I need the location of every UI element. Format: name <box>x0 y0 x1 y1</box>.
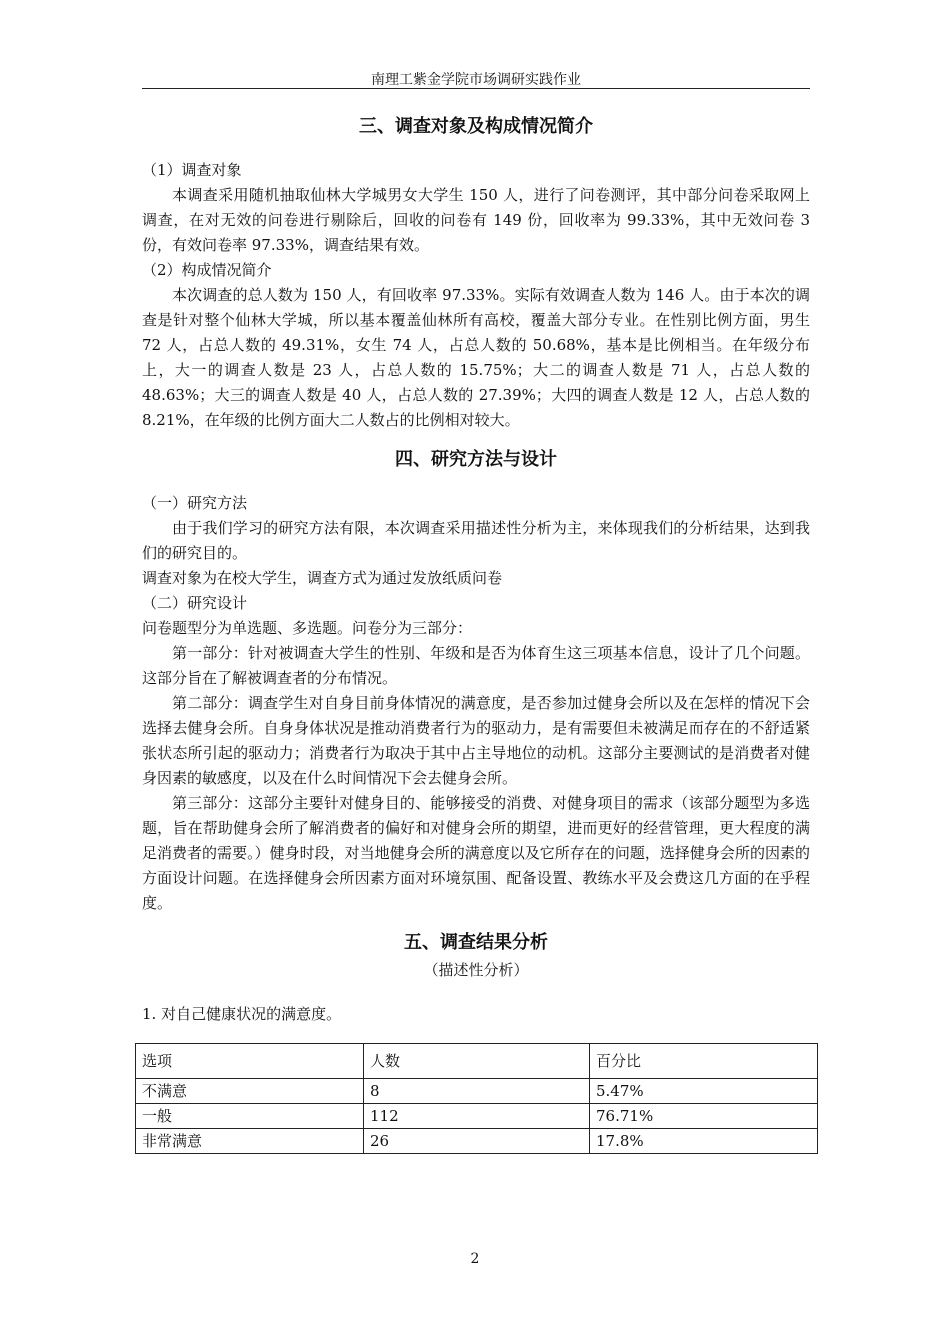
header-divider <box>142 88 810 89</box>
survey-subject-paragraph: 本调查采用随机抽取仙林大学城男女大学生 150 人，进行了问卷测评，其中部分问卷采取网上调查，在对无效的问卷进行剔除后，回收的问卷有 149 份，回收率为 99.33%，其中无效问卷 3 份，有效问卷率 97.33%，调查结果有效。 <box>142 186 810 254</box>
table-cell-percent: 76.71% <box>590 1104 818 1129</box>
part-two-paragraph: 第二部分：调查学生对自身目前身体情况的满意度，是否参加过健身会所以及在怎样的情况下会选择去健身会所。自身身体状况是推动消费者行为的驱动力，是有需要但未被满足而存在的不舒适紧张状态所引起的驱动力；消费者行为取决于其中占主导地位的动机。这部分主要测试的是消费者对健身因素的敏感度，以及在什么时间情况下会去健身会所。 <box>142 694 810 787</box>
satisfaction-table <box>135 1043 818 1154</box>
research-method-paragraph: 由于我们学习的研究方法有限，本次调查采用描述性分析为主，来体现我们的分析结果，达到我们的研究目的。 <box>142 519 810 562</box>
table-cell-count: 112 <box>364 1104 590 1129</box>
table-row <box>136 1104 818 1129</box>
composition-label: （2）构成情况简介 <box>142 261 272 279</box>
table-header-count: 人数 <box>364 1044 590 1079</box>
research-method-label: （一）研究方法 <box>142 494 248 512</box>
table-cell-count: 26 <box>364 1129 590 1154</box>
section-five-subtitle: （描述性分析） <box>423 961 529 979</box>
section-four-title: 四、研究方法与设计 <box>395 449 557 470</box>
table-cell-option: 一般 <box>136 1104 364 1129</box>
table-header-percent: 百分比 <box>590 1044 818 1079</box>
table-row <box>136 1079 818 1104</box>
table-row <box>136 1129 818 1154</box>
composition-paragraph: 本次调查的总人数为 150 人，有回收率 97.33%。实际有效调查人数为 146 人。由于本次的调查是针对整个仙林大学城，所以基本覆盖仙林所有高校，覆盖大部分专业。在性别比例方面，男生 72 人，占总人数的 49.31%，女生 74 人，占总人数的 50.68%，基本是比例相当。在年级分布上，大一的调查人数是 23 人，占总人数的 15.75%；大二的调查人数是 71 人，占总人数的 48.63%；大三的调查人数是 40 人，占总人数的 27.39%；大四的调查人数是 12 人，占总人数的 8.21%，在年级的比例方面大二人数占的比例相对较大。 <box>142 286 810 429</box>
question-one: 1. 对自己健康状况的满意度。 <box>142 1005 342 1023</box>
table-header-row <box>136 1044 818 1079</box>
document-body <box>142 112 810 1154</box>
questionnaire-structure-paragraph: 问卷题型分为单选题、多选题。问卷分为三部分： <box>142 619 473 637</box>
satisfaction-table-wrapper <box>135 1043 817 1154</box>
table-cell-percent: 5.47% <box>590 1079 818 1104</box>
research-object-paragraph: 调查对象为在校大学生，调查方式为通过发放纸质问卷 <box>142 569 503 587</box>
section-five-title: 五、调查结果分析 <box>404 932 548 953</box>
table-cell-count: 8 <box>364 1079 590 1104</box>
part-one-paragraph: 第一部分：针对被调查大学生的性别、年级和是否为体育生这三项基本信息，设计了几个问题。这部分旨在了解被调查者的分布情况。 <box>142 644 810 687</box>
page-header: 南理工紫金学院市场调研实践作业 <box>371 72 581 88</box>
table-cell-percent: 17.8% <box>590 1129 818 1154</box>
table-cell-option: 非常满意 <box>136 1129 364 1154</box>
table-cell-option: 不满意 <box>136 1079 364 1104</box>
survey-subject-label: （1）调查对象 <box>142 161 242 179</box>
section-three-title: 三、调查对象及构成情况简介 <box>359 116 593 137</box>
table-header-option: 选项 <box>136 1044 364 1079</box>
page-number: 2 <box>470 1251 480 1267</box>
part-three-paragraph: 第三部分：这部分主要针对健身目的、能够接受的消费、对健身项目的需求（该部分题型为多选题，旨在帮助健身会所了解消费者的偏好和对健身会所的期望，进而更好的经营管理，更大程度的满足消费者的需要。）健身时段，对当地健身会所的满意度以及它所存在的问题，选择健身会所的因素的方面设计问题。在选择健身会所因素方面对环境氛围、配备设置、教练水平及会费这几方面的在乎程度。 <box>142 794 810 912</box>
research-design-label: （二）研究设计 <box>142 594 248 612</box>
